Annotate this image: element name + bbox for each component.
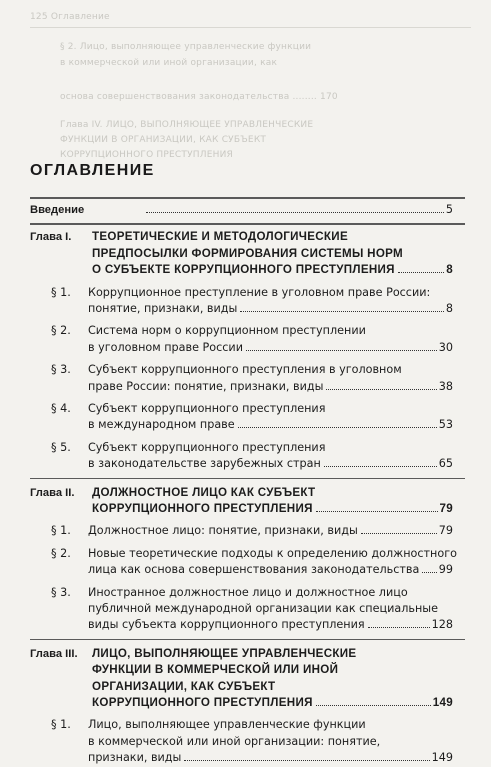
chapter-divider [30, 639, 465, 641]
toc-section-1-3-title-line: Субъект коррупционного преступления в уголовном [88, 363, 402, 377]
toc-section-2-1-number: § 1. [51, 524, 71, 538]
dot-leader [422, 572, 436, 573]
toc-section-1-1-page-number: 8 [445, 302, 453, 315]
bleed-line: 125 Оглавление [30, 12, 110, 22]
dot-leader [326, 389, 436, 390]
dot-leader [240, 311, 444, 312]
bleed-line: Глава IV. ЛИЦО, ВЫПОЛНЯЮЩЕЕ УПРАВЛЕНЧЕСКИЕ [60, 120, 314, 130]
toc-section-1-5-title-line: в законодательстве зарубежных стран [88, 457, 321, 471]
toc-section-2-1-page-number: 79 [438, 524, 453, 538]
toc-chapter-3-title-line: ОРГАНИЗАЦИИ, КАК СУБЪЕКТ [92, 679, 276, 693]
bleed-line: в коммерческой или иной организации, как [60, 58, 278, 68]
dot-leader [184, 760, 429, 761]
toc-section-1-1-number: § 1. [51, 285, 71, 299]
toc-section-2-2-title-line: Новые теоретические подходы к определению должностного [88, 546, 457, 560]
toc-section-3-1-title-line: признаки, виды [88, 751, 182, 765]
dot-leader [238, 427, 437, 428]
toc-chapter-2-page-number: 79 [439, 502, 453, 515]
bleed-divider [30, 27, 471, 28]
toc-chapter-1-title-line: ТЕОРЕТИЧЕСКИЕ И МЕТОДОЛОГИЧЕСКИЕ [92, 230, 348, 244]
chapter-divider [30, 223, 465, 225]
toc-chapter-2-title-line: ДОЛЖНОСТНОЕ ЛИЦО КАК СУБЪЕКТ [92, 485, 316, 499]
toc-section-3-1-number: § 1. [51, 718, 71, 732]
toc-section-2-3-title-line: публичной международной организации как специальные [88, 602, 439, 615]
toc-section-1-4-number: § 4. [51, 402, 71, 415]
toc-chapter-1-page-number: 8 [446, 263, 453, 277]
toc-section-1-3-number: § 3. [51, 363, 71, 377]
bleed-line: КОРРУПЦИОННОГО ПРЕСТУПЛЕНИЯ [60, 150, 233, 160]
toc-section-1-3-title-line: праве России: понятие, признаки, виды [88, 379, 324, 393]
toc-chapter-3-title-line: ЛИЦО, ВЫПОЛНЯЮЩЕЕ УПРАВЛЕНЧЕСКИЕ [92, 646, 357, 660]
dot-leader [316, 705, 431, 706]
toc-section-2-3-page-number: 128 [431, 618, 453, 632]
chapter-divider [30, 478, 465, 480]
toc-section-1-5-title-line: Субъект коррупционного преступления [88, 440, 326, 454]
toc-chapter-3-title-line: ФУНКЦИИ В КОММЕРЧЕСКОЙ ИЛИ ИНОЙ [92, 663, 339, 677]
toc-entry-intro-number: Введение [30, 204, 85, 216]
toc-section-2-3-number: § 3. [51, 585, 71, 599]
toc-chapter-1-number: Глава I. [30, 231, 72, 244]
toc-chapter-2-number: Глава II. [30, 486, 75, 499]
dot-leader [316, 511, 438, 512]
bleed-line: ФУНКЦИИ В ОРГАНИЗАЦИИ, КАК СУБЪЕКТ [60, 135, 267, 145]
toc-chapter-3-page-number: 149 [432, 696, 453, 710]
toc-section-3-1-title-line: Лицо, выполняющее управленческие функции [88, 718, 366, 732]
toc-section-1-4-title-line: в международном праве [88, 418, 235, 432]
dot-leader [361, 533, 437, 534]
toc-section-1-4-page-number: 53 [438, 418, 453, 432]
toc-section-1-5-number: § 5. [51, 440, 71, 454]
toc-section-2-2-page-number: 99 [438, 563, 453, 577]
toc-section-1-2-number: § 2. [51, 324, 71, 338]
toc-entry-intro-page-number: 5 [445, 203, 453, 216]
toc-chapter-2-title-line: КОРРУПЦИОННОГО ПРЕСТУПЛЕНИЯ [92, 502, 313, 515]
title-rule [30, 197, 465, 199]
toc-chapter-1-title-line: О СУБЪЕКТЕ КОРРУПЦИОННОГО ПРЕСТУПЛЕНИЯ [92, 263, 395, 277]
toc-chapter-3-title-line: КОРРУПЦИОННОГО ПРЕСТУПЛЕНИЯ [92, 696, 313, 710]
toc-section-2-2-number: § 2. [51, 546, 71, 560]
dot-leader [398, 272, 444, 273]
toc-section-1-4-title-line: Субъект коррупционного преступления [88, 402, 326, 415]
bleed-line: основа совершенствования законодательства ........ 170 [60, 92, 338, 102]
toc-section-1-5-page-number: 65 [438, 457, 453, 471]
toc-section-2-3-title-line: Иностранное должностное лицо и должностное лицо [88, 585, 408, 599]
toc-section-1-1-title-line: Коррупционное преступление в уголовном праве России: [88, 285, 431, 299]
dot-leader [246, 350, 437, 351]
toc-section-2-1-title-line: Должностное лицо: понятие, признаки, виды [88, 524, 358, 538]
toc-section-1-3-page-number: 38 [438, 379, 453, 393]
toc-section-1-1-title-line: понятие, признаки, виды [88, 302, 238, 315]
toc-section-3-1-title-line: в коммерческой или иной организации: понятие, [88, 734, 381, 748]
toc-section-1-2-title-line: в уголовном праве России [88, 340, 243, 354]
toc-section-1-2-page-number: 30 [438, 340, 453, 354]
toc-chapter-3-number: Глава III. [30, 647, 78, 660]
toc-section-3-1-page-number: 149 [431, 751, 453, 765]
bleed-line: § 2. Лицо, выполняющее управленческие функции [60, 42, 312, 52]
toc-chapter-1-title-line: ПРЕДПОСЫЛКИ ФОРМИРОВАНИЯ СИСТЕМЫ НОРМ [92, 246, 403, 260]
dot-leader [146, 212, 444, 213]
toc-section-1-2-title-line: Система норм о коррупционном преступлении [88, 324, 366, 338]
dot-leader [324, 466, 437, 467]
toc-section-2-3-title-line: виды субъекта коррупционного преступления [88, 618, 365, 632]
toc-section-2-2-title-line: лица как основа совершенствования законодательства [88, 563, 420, 577]
page-title: ОГЛАВЛЕНИЕ [30, 162, 155, 179]
dot-leader [368, 627, 430, 628]
